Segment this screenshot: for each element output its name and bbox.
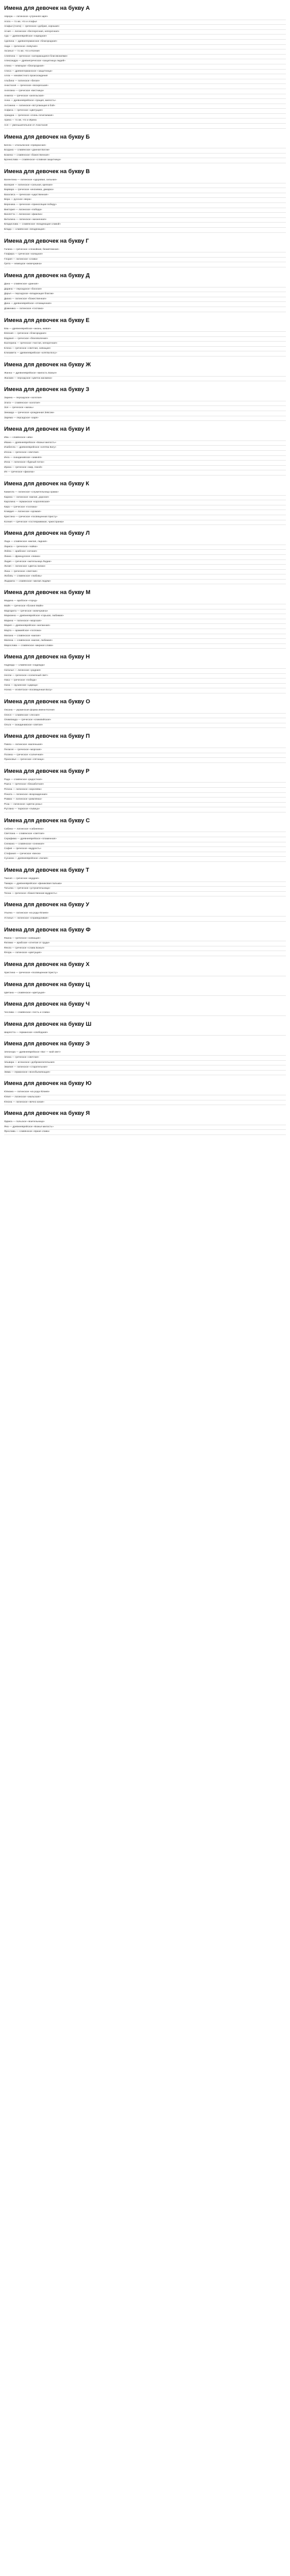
name-entry: Жанна — древнееврейское «милость Божья» [4, 371, 286, 377]
name-entry: Эмилия — латинское «старательная» [4, 1065, 286, 1071]
name-list [4, 178, 286, 233]
name-entry: Елизавета — древнееврейское «клятва Богу» [4, 351, 286, 357]
name-entry: Фаина — греческое «сияющая» [4, 937, 286, 942]
name-list [4, 144, 286, 163]
name-entry: Людмила — славянское «милая людям» [4, 580, 286, 585]
name-entry: Фекла — греческое «слава Божья» [4, 946, 286, 952]
name-entry: Диана — латинское «божественная» [4, 297, 286, 302]
name-entry: Карина — латинское «милая, дорогая» [4, 496, 286, 501]
name-entry: Богдана — славянское «данная Богом» [4, 148, 286, 154]
name-entry: Христина — греческое «посвященная Христу» [4, 971, 286, 976]
name-entry: Тамара — древнееврейское «финиковая пальма» [4, 882, 286, 887]
name-entry: Зарема — персидское «заря» [4, 416, 286, 421]
name-entry: Оксана — украинская форма имени Ксения [4, 708, 286, 714]
section-heading: Имена для девочек на букву У [4, 902, 90, 908]
section-heading: Имена для девочек на букву Т [4, 867, 90, 874]
name-entry: Агафья (Агата) — греческое «добрая, хорошая» [4, 25, 286, 30]
section-heading: Имена для девочек на букву Н [4, 654, 90, 660]
section-heading: Имена для девочек на букву Д [4, 272, 90, 279]
name-entry: Флора — латинское «цветущая» [4, 951, 286, 956]
letter-section [4, 867, 286, 896]
name-entry: Жасмин — персидское «цветок жасмина» [4, 377, 286, 382]
name-entry: Нелли — греческое «солнечный свет» [4, 674, 286, 679]
letter-section [4, 1110, 286, 1135]
section-heading: Имена для девочек на букву Ц [4, 981, 90, 988]
name-entry: Стефания — греческое «венок» [4, 852, 286, 857]
letter-section [4, 589, 286, 649]
name-entry: Дарья — персидское «владеющая благом» [4, 292, 286, 297]
name-list [4, 540, 286, 584]
section-heading: Имена для девочек на букву Э [4, 1041, 90, 1047]
name-list [4, 282, 286, 312]
name-entry: Полина — греческое «солнечная» [4, 753, 286, 758]
letter-section [4, 5, 286, 129]
name-entry: Майя — греческое «богиня Майя» [4, 604, 286, 609]
name-entry: Олеся — славянское «лесная» [4, 714, 286, 719]
name-entry: Анжела — греческое «ангельская» [4, 94, 286, 99]
name-list [4, 371, 286, 381]
name-entry: Изабелла — древнееврейское «клятва Богу» [4, 446, 286, 451]
name-list [4, 1090, 286, 1105]
letter-section [4, 481, 286, 525]
name-entry: Раиса — греческое «беззаботная» [4, 783, 286, 788]
letter-section [4, 362, 286, 381]
name-entry: Эмма — германское «всеобъемлющая» [4, 1071, 286, 1076]
name-entry: Антонина — латинское «вступающая в бой» [4, 104, 286, 109]
name-entry: Эльвира — испанское «доброжелательная» [4, 1061, 286, 1066]
name-entry: Ольга — скандинавское «святая» [4, 723, 286, 728]
name-entry: Мадина — арабское «город» [4, 599, 286, 604]
name-entry: Бронислава — славянское «славная защитница» [4, 158, 286, 163]
name-entry: Каролина — германское «королевская» [4, 500, 286, 505]
name-entry: Ада — древнееврейское «нарядная» [4, 35, 286, 40]
letter-section [4, 134, 286, 163]
name-entry: Фатима — арабское «отнятая от груди» [4, 941, 286, 946]
section-heading: Имена для девочек на букву М [4, 589, 91, 596]
name-entry: Руслана — тюркское «львица» [4, 807, 286, 812]
letter-section [4, 386, 286, 421]
name-entry: Злата — славянское «золотая» [4, 401, 286, 406]
name-list [4, 743, 286, 762]
name-entry: Екатерина — греческое «чистая, непорочная» [4, 342, 286, 347]
name-entry: Ия — греческое «фиалка» [4, 470, 286, 476]
name-entry: Аида — греческое «певучая» [4, 45, 286, 50]
name-entry: Доминика — латинское «госпожа» [4, 307, 286, 312]
letter-section [4, 1080, 286, 1105]
name-entry: Варвара — греческое «иноземка, дикарка» [4, 188, 286, 193]
letter-section [4, 1001, 286, 1016]
name-entry: Галина — греческое «спокойная, безмятежная» [4, 248, 286, 253]
name-entry: Кира — греческое «госпожа» [4, 505, 286, 511]
name-entry: Ника — греческое «победа» [4, 679, 286, 684]
name-list [4, 937, 286, 956]
name-entry: Виталина — латинское «жизненная» [4, 218, 286, 223]
name-list [4, 396, 286, 421]
name-entry: Римма — латинское «римлянка» [4, 798, 286, 803]
letter-section [4, 981, 286, 996]
name-entry: Глафира — греческое «изящная» [4, 252, 286, 258]
name-entry: Элеонора — древнееврейское «Бог — мой свет» [4, 1050, 286, 1056]
name-entry: Ивана — древнееврейское «Божья милость» [4, 441, 286, 446]
name-entry: Анфиса — греческое «цветущая» [4, 109, 286, 114]
name-entry: Дана — славянское «данная» [4, 282, 286, 287]
name-entry: Аврора — латинское «утренняя заря» [4, 15, 286, 20]
letter-section [4, 818, 286, 862]
name-entry: Снежана — славянское «снежная» [4, 842, 286, 848]
name-entry: Анна — древнееврейское «грация, милость» [4, 99, 286, 104]
name-entry: Теона — греческое «божественная мудрость» [4, 892, 286, 897]
name-entry: Ариадна — греческое «очень почитаемая» [4, 114, 286, 119]
name-list [4, 911, 286, 921]
name-entry: Камилла — латинское «служительница храма» [4, 490, 286, 496]
letter-section [4, 699, 286, 728]
letter-section [4, 733, 286, 762]
name-entry: Мирослава — славянское «мирная слава» [4, 644, 286, 649]
name-entry: Цветана — славянское «цветущая» [4, 991, 286, 996]
name-entry: Валентина — латинское «здоровая, сильная» [4, 178, 286, 183]
name-entry: Ульяна — латинское «из рода Юлиев» [4, 911, 286, 917]
name-entry: Элина — греческое «светлая» [4, 1056, 286, 1061]
name-entry: Лариса — греческое «чайка» [4, 545, 286, 550]
letter-section [4, 902, 286, 921]
name-entry: Устинья — латинское «справедливая» [4, 917, 286, 922]
name-list [4, 1011, 286, 1016]
name-entry: Сусанна — древнееврейское «лилия» [4, 857, 286, 862]
name-entry: Любовь — славянское «любовь» [4, 574, 286, 580]
letter-section [4, 1041, 286, 1075]
name-entry: Ксения — греческое «гостеприимная, чужестранка» [4, 520, 286, 526]
name-list [4, 971, 286, 976]
name-entry: Маргарита — греческое «жемчужина» [4, 609, 286, 615]
name-list [4, 877, 286, 896]
name-entry: Валерия — латинское «сильная, крепкая» [4, 183, 286, 189]
name-list [4, 599, 286, 649]
name-entry: Виктория — латинское «победа» [4, 208, 286, 213]
section-heading: Имена для девочек на букву С [4, 817, 90, 824]
names-document [0, 0, 290, 1135]
letter-section [4, 426, 286, 476]
letter-section [4, 927, 286, 956]
name-entry: Таисия — греческое «мудрая» [4, 877, 286, 882]
name-entry: Алла — неизвестного происхождения [4, 74, 286, 79]
name-entry: Ася — уменьшительное от Анастасия [4, 124, 286, 129]
name-entry: Алина — немецкое «благородная» [4, 64, 286, 70]
name-entry: Марина — латинское «морская» [4, 619, 286, 624]
name-list [4, 827, 286, 862]
name-entry: Ива — славянское «ива» [4, 436, 286, 441]
section-heading: Имена для девочек на букву Ф [4, 926, 91, 933]
name-entry: Зарина — персидское «золотая» [4, 396, 286, 401]
letter-section [4, 238, 286, 267]
section-heading: Имена для девочек на букву Ю [4, 1080, 92, 1087]
name-entry: Альбина — латинское «белая» [4, 79, 286, 84]
letter-section [4, 654, 286, 693]
name-entry: Милена — славянское «милая, любимая» [4, 639, 286, 644]
name-list [4, 991, 286, 996]
name-entry: Лилия — латинское «цветок лилии» [4, 565, 286, 570]
name-entry: Пелагея — греческое «морская» [4, 748, 286, 753]
name-entry: Алевтина — греческое «натирающаяся благовониями» [4, 55, 286, 60]
name-entry: Глория — латинское «слава» [4, 258, 286, 263]
name-entry: Юлиана — латинское «из рода Юлиев» [4, 1090, 286, 1095]
name-entry: Дина — древнееврейское «отомщенная» [4, 302, 286, 307]
name-list [4, 490, 286, 525]
name-entry: Павла — латинское «маленькая» [4, 743, 286, 748]
name-entry: Божена — славянское «божественная» [4, 154, 286, 159]
name-entry: Дарина — персидское «богатая» [4, 287, 286, 293]
name-entry: Лина — греческое «светлая» [4, 570, 286, 575]
section-heading: Имена для девочек на букву П [4, 733, 90, 740]
name-entry: Прасковья — греческое «пятница» [4, 758, 286, 763]
section-heading: Имена для девочек на букву К [4, 480, 90, 487]
name-entry: Владислава — славянское «владеющая славой» [4, 223, 286, 228]
name-list [4, 248, 286, 267]
name-entry: Нонна — египетское «посвященная Богу» [4, 688, 286, 693]
name-entry: Олимпиада — греческое «олимпийская» [4, 718, 286, 723]
section-heading: Имена для девочек на букву Ш [4, 1021, 92, 1027]
name-entry: Ярослава — славянское «яркая слава» [4, 1130, 286, 1135]
name-list [4, 778, 286, 812]
section-heading: Имена для девочек на букву Г [4, 238, 89, 244]
name-entry: Аксинья — то же, что и Ксения [4, 49, 286, 55]
section-heading: Имена для девочек на букву Е [4, 317, 90, 324]
name-entry: Ядвига — польское «воительница» [4, 1120, 286, 1125]
name-entry: София — греческое «мудрость» [4, 847, 286, 852]
name-list [4, 15, 286, 129]
letter-section [4, 768, 286, 812]
name-entry: Агния — латинское «беспорочная, непорочная» [4, 30, 286, 35]
section-heading: Имена для девочек на букву З [4, 386, 90, 393]
section-heading: Имена для девочек на букву В [4, 168, 90, 175]
name-entry: Ева — древнееврейское «жизнь, живая» [4, 327, 286, 332]
name-entry: Сабина — латинское «сабинянка» [4, 827, 286, 833]
section-heading: Имена для девочек на букву Б [4, 133, 90, 140]
name-entry: Инга — скандинавское «зимняя» [4, 456, 286, 461]
section-heading: Имена для девочек на букву О [4, 698, 90, 705]
name-entry: Илона — греческое «светлая» [4, 451, 286, 456]
name-entry: Влада — славянское «владеющая» [4, 228, 286, 233]
name-entry: Марта — арамейское «госпожа» [4, 629, 286, 634]
name-list [4, 1120, 286, 1135]
name-entry: Шарлотта — германское «свободная» [4, 1031, 286, 1036]
section-heading: Имена для девочек на букву Ж [4, 362, 91, 368]
name-entry: Светлана — славянское «светлая» [4, 832, 286, 837]
name-entry: Роза — латинское «цветок розы» [4, 803, 286, 808]
section-heading: Имена для девочек на букву Л [4, 530, 90, 537]
name-entry: Регина — латинское «королева» [4, 788, 286, 793]
name-entry: Рада — славянское «радостная» [4, 778, 286, 783]
name-entry: Инна — латинское «бурный поток» [4, 461, 286, 466]
name-entry: Наталья — латинское «родная» [4, 669, 286, 674]
name-entry: Вероника — греческое «приносящая победу» [4, 203, 286, 208]
section-heading: Имена для девочек на букву Ч [4, 1001, 90, 1008]
name-entry: Серафима — древнееврейское «пламенная» [4, 837, 286, 842]
name-entry: Татьяна — греческое «устроительница» [4, 887, 286, 892]
name-entry: Ирина — греческое «мир, покой» [4, 466, 286, 471]
name-entry: Лада — славянское «милая, ладная» [4, 540, 286, 545]
name-entry: Алиса — древнегерманское «защитница» [4, 70, 286, 75]
name-list [4, 664, 286, 693]
name-entry: Ангелина — греческое «вестница» [4, 89, 286, 94]
name-entry: Мария — древнееврейское «желанная» [4, 624, 286, 629]
name-list [4, 436, 286, 476]
name-entry: Кристина — греческое «посвященная Христу» [4, 515, 286, 520]
name-list [4, 708, 286, 728]
name-entry: Милана — славянское «милая» [4, 634, 286, 639]
name-entry: Яна — древнееврейское «Божья милость» [4, 1125, 286, 1130]
name-entry: Юнона — латинское «вечно юная» [4, 1100, 286, 1106]
name-entry: Василиса — греческое «царственная» [4, 193, 286, 198]
name-entry: Зинаида — греческое «рожденная Зевсом» [4, 411, 286, 416]
name-entry: Евдокия — греческое «благоволение» [4, 337, 286, 342]
name-entry: Марианна — древнееврейское «горькая, любимая» [4, 614, 286, 619]
section-heading: Имена для девочек на букву Р [4, 768, 90, 774]
name-entry: Надежда — славянское «надежда» [4, 664, 286, 669]
name-entry: Арина — то же, что и Ирина [4, 118, 286, 124]
section-heading: Имена для девочек на букву И [4, 426, 90, 433]
name-entry: Рената — латинское «возрожденная» [4, 793, 286, 798]
name-entry: Грета — немецкое «жемчужина» [4, 262, 286, 267]
name-entry: Аделина — древнегерманское «благородная» [4, 40, 286, 45]
name-entry: Анастасия — греческое «воскресшая» [4, 84, 286, 89]
section-heading: Имена для девочек на букву Я [4, 1110, 90, 1117]
name-entry: Елена — греческое «светлая, сияющая» [4, 347, 286, 352]
letter-section [4, 273, 286, 312]
section-heading: Имена для девочек на букву А [4, 5, 90, 11]
letter-section [4, 530, 286, 584]
name-entry: Лейла — арабское «ночная» [4, 550, 286, 555]
name-entry: Александра — древнегреческое «защитница людей» [4, 59, 286, 64]
name-entry: Белла — итальянское «прекрасная» [4, 144, 286, 149]
letter-section [4, 1021, 286, 1036]
name-entry: Вера — русское «вера» [4, 198, 286, 203]
name-entry: Лидия — греческое «жительница Лидии» [4, 560, 286, 565]
name-list [4, 327, 286, 357]
name-entry: Евгения — греческое «благородная» [4, 332, 286, 337]
name-entry: Виолетта — латинское «фиалка» [4, 213, 286, 218]
name-entry: Юлия — латинское «июльская» [4, 1095, 286, 1100]
name-entry: Клавдия — латинское «хромая» [4, 510, 286, 515]
name-entry: Агата — то же, что и Агафья [4, 20, 286, 25]
name-entry: Чеслава — славянское «честь и слава» [4, 1011, 286, 1016]
name-list [4, 1031, 286, 1036]
name-entry: Лиана — французское «лиана» [4, 555, 286, 560]
name-entry: Зоя — греческое «жизнь» [4, 406, 286, 411]
letter-section [4, 168, 286, 233]
letter-section [4, 317, 286, 357]
letter-section [4, 961, 286, 976]
name-list [4, 1050, 286, 1075]
name-entry: Нина — грузинское «царица» [4, 684, 286, 689]
section-heading: Имена для девочек на букву Х [4, 961, 90, 968]
